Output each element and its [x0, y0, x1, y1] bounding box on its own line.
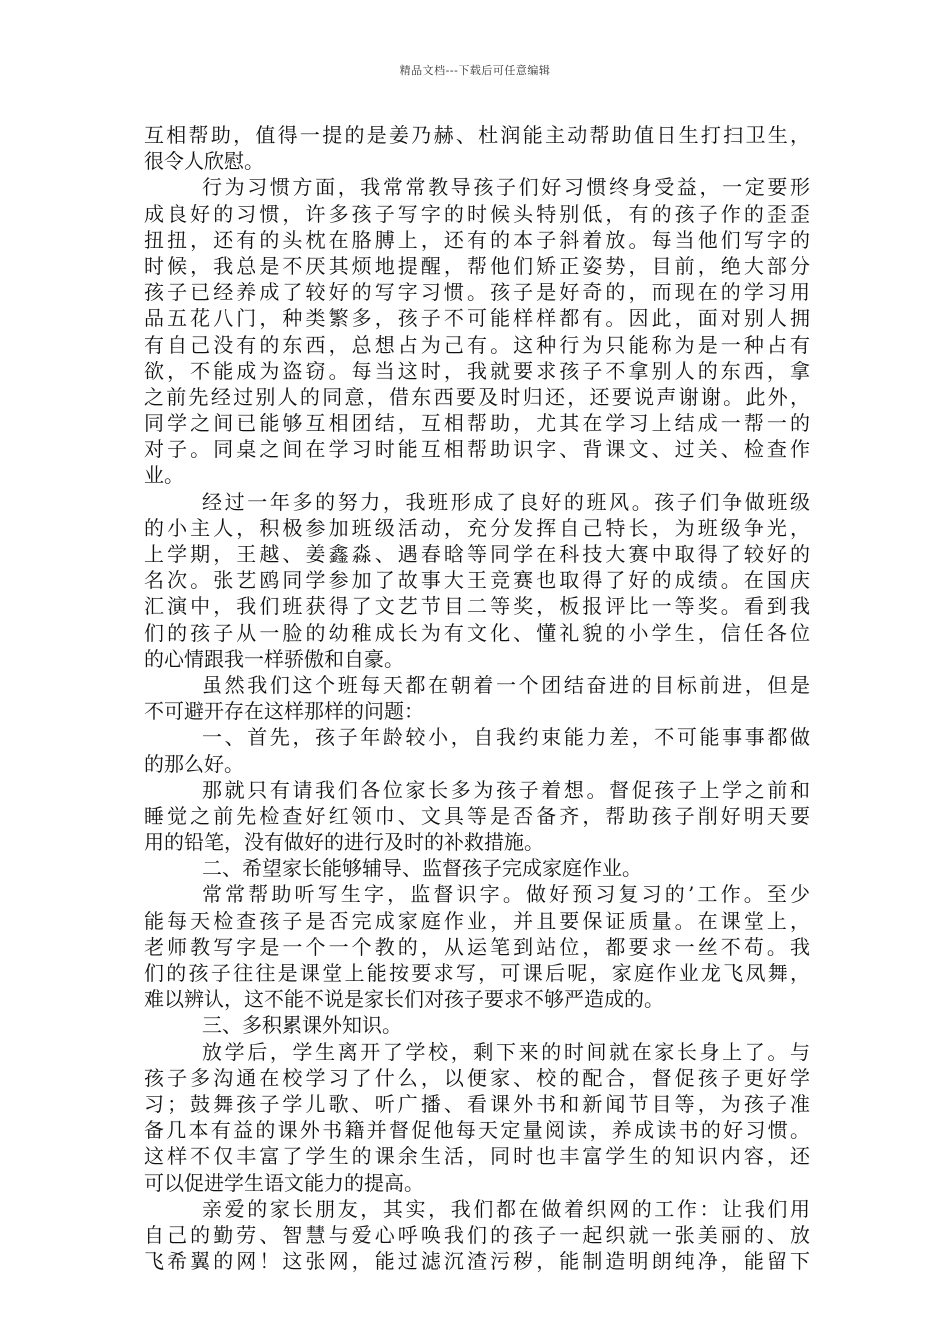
text-line: 用的铅笔，没有做好的进行及时的补救措施。	[144, 830, 544, 855]
text-line: 习；鼓舞孩子学儿歌、听广播、看课外书和新闻节目等，为孩子准	[144, 1091, 810, 1116]
text-line: 常常帮助听写生字，监督识字。做好预习复习的’工作。至少	[202, 882, 810, 907]
text-line: 亲爱的家长朋友，其实，我们都在做着织网的工作：让我们用	[202, 1196, 810, 1221]
document-body	[144, 122, 810, 1274]
text-line: 这样不仅丰富了学生的课余生活，同时也丰富学生的知识内容，还	[144, 1144, 810, 1169]
text-line: 的心情跟我一样骄傲和自豪。	[144, 646, 404, 671]
text-line: 自己的勤劳、智慧与爱心呼唤我们的孩子一起织就一张美丽的、放	[144, 1222, 810, 1247]
text-line: 三、多积累课外知识。	[202, 1013, 402, 1038]
text-line: 有自己没有的东西，总想占为己有。这种行为只能称为是一种占有	[144, 332, 810, 357]
text-line: 孩子多沟通在校学习了什么，以便家、校的配合，督促孩子更好学	[144, 1065, 810, 1090]
text-line: 可以促进学生语文能力的提高。	[144, 1170, 424, 1195]
text-line: 时候，我总是不厌其烦地提醒，帮他们矫正姿势，目前，绝大部分	[144, 253, 810, 278]
text-line: 同学之间已能够互相团结，互相帮助，尤其在学习上结成一帮一的	[144, 411, 810, 436]
text-line: 不可避开存在这样那样的问题：	[144, 699, 424, 724]
text-line: 品五花八门，种类繁多，孩子不可能样样都有。因此，面对别人拥	[144, 306, 810, 331]
text-line: 备几本有益的课外书籍并督促他每天定量阅读，养成读书的好习惯。	[144, 1118, 810, 1143]
page-header: 精品文档---下载后可任意编辑	[399, 64, 551, 77]
text-line: 汇演中，我们班获得了文艺节目二等奖，板报评比一等奖。看到我	[144, 594, 810, 619]
text-line: 难以辨认，这不能不说是家长们对孩子要求不够严造成的。	[144, 987, 664, 1012]
text-line: 们的孩子往往是课堂上能按要求写，可课后呢，家庭作业龙飞凤舞，	[144, 961, 810, 985]
text-line: 孩子已经养成了较好的写字习惯。孩子是好奇的，而现在的学习用	[144, 280, 810, 305]
text-line: 名次。张艺鸥同学参加了故事大王竞赛也取得了好的成绩。在国庆	[144, 568, 810, 593]
text-line: 互相帮助，值得一提的是姜乃赫、杜润能主动帮助值日生打扫卫生，	[144, 123, 810, 147]
text-line: 很令人欣慰。	[144, 149, 264, 174]
text-line: 放学后，学生离开了学校，剩下来的时间就在家长身上了。与	[202, 1039, 810, 1064]
text-line: 业。	[144, 463, 184, 488]
text-line: 一、首先，孩子年龄较小，自我约束能力差，不可能事事都做	[202, 725, 810, 750]
text-line: 们的孩子从一脸的幼稚成长为有文化、懂礼貌的小学生，信任各位	[144, 620, 810, 645]
text-line: 经过一年多的努力，我班形成了良好的班风。孩子们争做班级	[202, 489, 810, 514]
text-line: 那就只有请我们各位家长多为孩子着想。督促孩子上学之前和	[202, 777, 810, 802]
text-line: 虽然我们这个班每天都在朝着一个团结奋进的目标前进，但是	[202, 672, 810, 697]
text-line: 的小主人，积极参加班级活动，充分发挥自己特长，为班级争光，	[144, 515, 810, 540]
text-line: 的那么好。	[144, 751, 244, 776]
text-line: 飞希翼的网！这张网，能过滤沉渣污秽，能制造明朗纯净，能留下	[144, 1249, 810, 1274]
text-line: 扭扭，还有的头枕在胳膊上，还有的本子斜着放。每当他们写字的	[144, 227, 810, 252]
text-line: 之前先经过别人的同意，借东西要及时归还，还要说声谢谢。此外，	[144, 384, 810, 409]
text-line: 欲，不能成为盗窃。每当这时，我就要求孩子不拿别人的东西，拿	[144, 358, 810, 383]
text-line: 二、希望家长能够辅导、监督孩子完成家庭作业。	[202, 856, 642, 881]
text-line: 行为习惯方面，我常常教导孩子们好习惯终身受益，一定要形	[202, 175, 810, 200]
text-line: 能每天检查孩子是否完成家庭作业，并且要保证质量。在课堂上，	[144, 908, 810, 933]
text-line: 睡觉之前先检查好红领巾、文具等是否备齐，帮助孩子削好明天要	[144, 803, 810, 828]
text-line: 对子。同桌之间在学习时能互相帮助识字、背课文、过关、检查作	[144, 437, 810, 462]
text-line: 上学期，王越、姜鑫淼、遇春晗等同学在科技大赛中取得了较好的	[144, 542, 810, 566]
text-line: 老师教写字是一个一个教的，从运笔到站位，都要求一丝不苟。我	[144, 934, 810, 959]
text-line: 成良好的习惯，许多孩子写字的时候头特别低，有的孩子作的歪歪	[144, 201, 810, 226]
